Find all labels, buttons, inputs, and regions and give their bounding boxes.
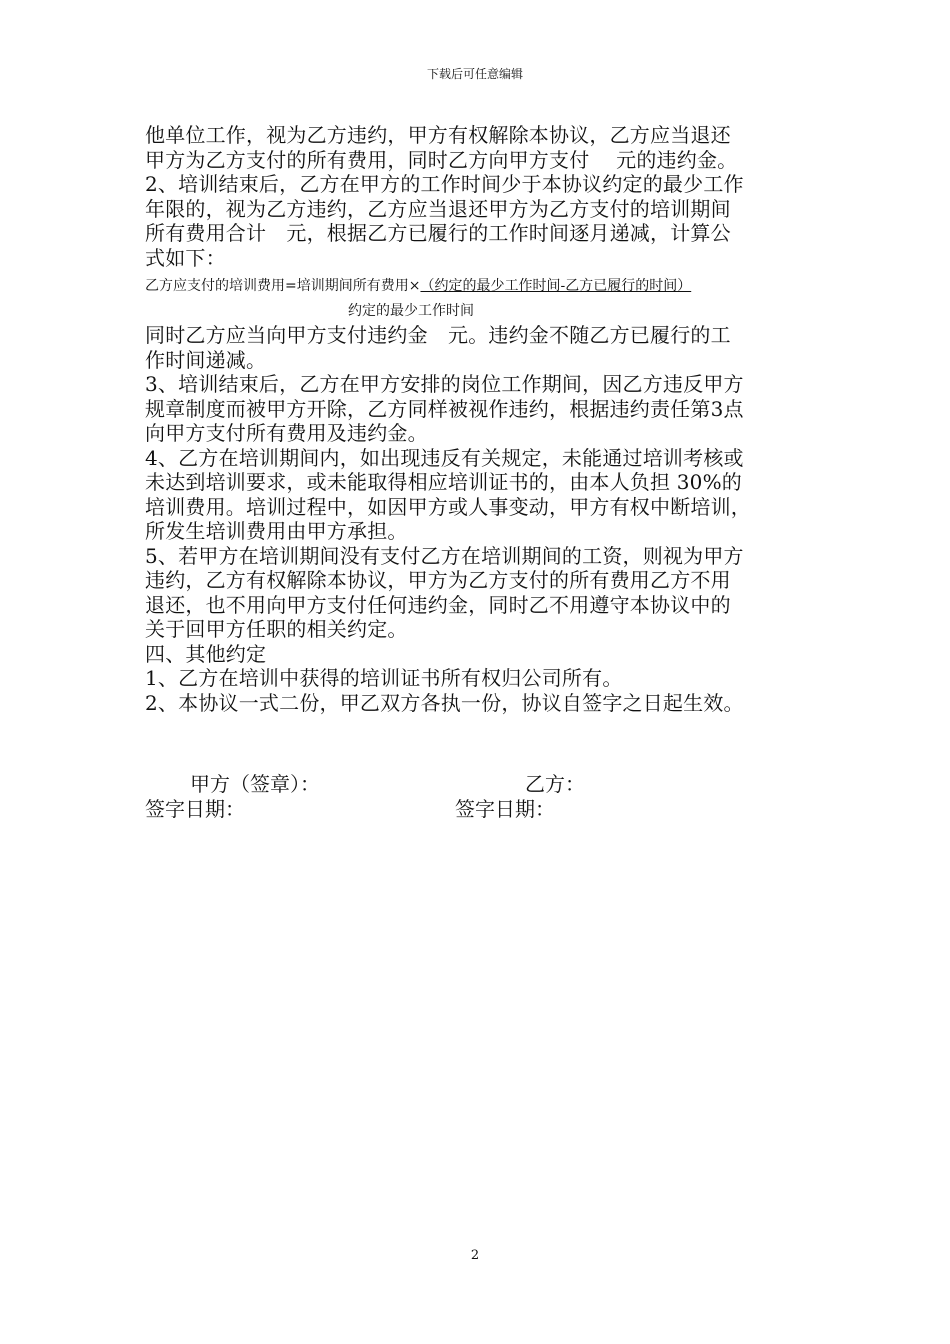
- party-a-date-label: 签字日期：: [145, 797, 245, 821]
- text-line: 违约，乙方有权解除本协议，甲方为乙方支付的所有费用乙方不用: [145, 568, 731, 592]
- text-line: 培训费用。培训过程中，如因甲方或人事变动，甲方有权中断培训，: [145, 494, 751, 519]
- page-number: 2: [470, 1248, 480, 1263]
- text-line: 5、若甲方在培训期间没有支付乙方在培训期间的工资，则视为甲方: [145, 543, 744, 568]
- text-line: 年限的，视为乙方违约，乙方应当退还甲方为乙方支付的培训期间: [145, 196, 731, 221]
- text-line: 1、乙方在培训中获得的培训证书所有权归公司所有。: [145, 666, 623, 690]
- text-line: 甲方为乙方支付的所有费用，同时乙方向甲方支付 元的违约金。: [145, 147, 738, 172]
- party-b-date-label: 签字日期：: [455, 797, 555, 821]
- text-line: 2、本协议一式二份，甲乙双方各执一份，协议自签字之日起生效。: [145, 690, 744, 715]
- text-line: 3、培训结束后，乙方在甲方安排的岗位工作期间，因乙方违反甲方: [145, 372, 744, 396]
- text-line: 同时乙方应当向甲方支付违约金 元。违约金不随乙方已履行的工: [145, 323, 731, 347]
- formula-numerator: （约定的最少工作时间-乙方已履行的时间）: [420, 278, 692, 294]
- penalty-formula: [145, 277, 825, 295]
- header-note: 下载后可任意编辑: [426, 67, 523, 81]
- text-line: 向甲方支付所有费用及违约金。: [145, 421, 428, 445]
- text-line: 关于回甲方任职的相关约定。: [145, 617, 408, 641]
- text-line: 式如下：: [145, 245, 226, 270]
- contract-body-top: [145, 123, 825, 270]
- party-b-signature-label: 乙方：: [525, 772, 585, 796]
- contract-body-bottom: [145, 323, 835, 715]
- text-line: 4、乙方在培训期间内，如出现违反有关规定，未能通过培训考核或: [145, 445, 744, 470]
- text-line: 退还，也不用向甲方支付任何违约金，同时乙不用遵守本协议中的: [145, 592, 731, 617]
- text-line: 2、培训结束后，乙方在甲方的工作时间少于本协议约定的最少工作: [145, 172, 744, 196]
- text-line: 他单位工作，视为乙方违约，甲方有权解除本协议，乙方应当退还: [145, 123, 731, 147]
- text-line: 所发生培训费用由甲方承担。: [145, 519, 408, 543]
- formula-denominator: 约定的最少工作时间: [348, 303, 474, 319]
- text-line: 未达到培训要求，或未能取得相应培训证书的，由本人负担 30%的: [145, 470, 743, 494]
- party-a-signature-label: 甲方（签章）：: [190, 772, 320, 796]
- formula-lhs: 乙方应支付的培训费用=培训期间所有费用×: [145, 278, 421, 294]
- text-line: 所有费用合计 元，根据乙方已履行的工作时间逐月递减，计算公: [145, 221, 731, 245]
- text-line: 规章制度而被甲方开除，乙方同样被视作违约，根据违约责任第3点: [145, 396, 744, 421]
- text-line: 作时间递减。: [145, 347, 267, 372]
- section-heading: 四、其他约定: [145, 641, 267, 666]
